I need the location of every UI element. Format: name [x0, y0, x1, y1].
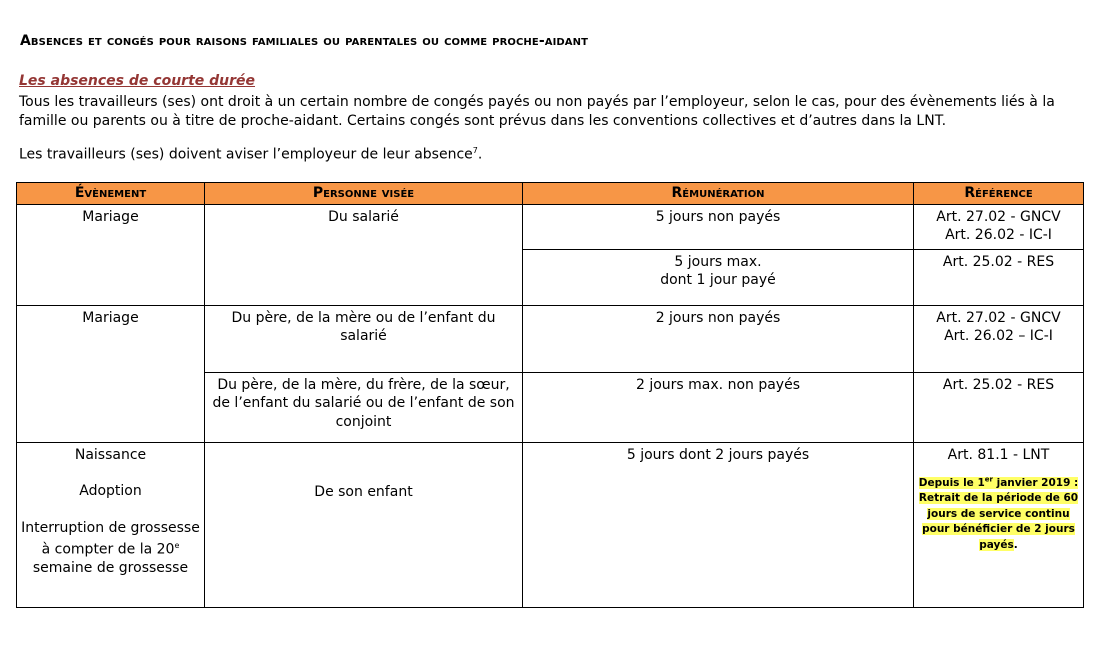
event-line: [21, 519, 200, 578]
table-header-row: [17, 183, 1084, 205]
cell-pay: [523, 249, 914, 305]
intro-paragraph: Tous les travailleurs (ses) ont droit à un certain nombre de congés payés ou non payés par l’employeur, selon le cas, pour des évènements liés à la famille ou parents ou à titre de proche-aidant. Certains congés sont prévus dans les conventions collectives et d’autres dans la LNT.: [19, 94, 1055, 129]
header-reference: Référence: [914, 183, 1084, 205]
event-line: Naissance: [74, 446, 147, 463]
cell-reference: [914, 204, 1084, 249]
notice-paragraph: [19, 146, 482, 163]
pay-line: 5 jours max.: [674, 253, 762, 270]
ordinal-suffix: er: [984, 475, 993, 483]
cell-reference: Art. 25.02 - RES: [914, 249, 1084, 305]
section-subheading: Les absences de courte durée: [19, 73, 256, 89]
note-text: Depuis le 1: [918, 476, 985, 489]
cell-reference: [914, 305, 1084, 372]
cell-person: Du salarié: [205, 204, 523, 305]
reference-line: Art. 27.02 - GNCV: [936, 208, 1061, 225]
cell-pay: 2 jours non payés: [523, 305, 914, 372]
reference-line: Art. 26.02 - IC-I: [945, 227, 1052, 243]
event-text: Interruption de grossesse à compter de la 20: [21, 519, 200, 558]
cell-reference: [914, 442, 1084, 607]
reference-line: Art. 26.02 – IC-I: [944, 328, 1053, 344]
footnote-ref[interactable]: 7: [472, 146, 478, 155]
table-row: [17, 442, 1084, 607]
cell-reference: Art. 25.02 - RES: [914, 372, 1084, 442]
cell-person: Du père, de la mère ou de l’enfant du salarié: [205, 305, 523, 372]
reference-line: Art. 27.02 - GNCV: [936, 309, 1061, 326]
reference-line: Art. 81.1 - LNT: [947, 446, 1050, 463]
header-person: Personne visée: [205, 183, 523, 205]
table-row: [17, 204, 1084, 249]
event-line: Adoption: [79, 483, 142, 499]
note-end: .: [1013, 538, 1018, 551]
table-row: [17, 305, 1084, 372]
pay-line: dont 1 jour payé: [660, 272, 776, 288]
cell-person: Du père, de la mère, du frère, de la sœur, de l’enfant du salarié ou de l’enfant de son conjoint: [205, 372, 523, 442]
leave-table: [16, 182, 1084, 608]
notice-text: Les travailleurs (ses) doivent aviser l’employeur de leur absence: [19, 146, 473, 163]
highlighted-note: [918, 472, 1079, 553]
note-text: janvier 2019 : Retrait de la période de 60 jours de service continu pour bénéficier de 2 jours payés: [918, 476, 1079, 551]
cell-event: [17, 442, 205, 607]
cell-event: Mariage: [17, 204, 205, 305]
cell-person: [205, 442, 523, 607]
cell-pay: 2 jours max. non payés: [523, 372, 914, 442]
event-text: semaine de grossesse: [32, 560, 189, 577]
cell-pay: 5 jours non payés: [523, 204, 914, 249]
ordinal-suffix: e: [174, 541, 180, 550]
header-event: Évènement: [17, 183, 205, 205]
document-title: Absences et congés pour raisons familiales ou parentales ou comme proche-aidant: [20, 33, 589, 49]
cell-event: Mariage: [17, 305, 205, 442]
header-pay: Rémunération: [523, 183, 914, 205]
person-line: De son enfant: [314, 483, 413, 500]
notice-end: .: [477, 146, 483, 163]
cell-pay: 5 jours dont 2 jours payés: [523, 442, 914, 607]
